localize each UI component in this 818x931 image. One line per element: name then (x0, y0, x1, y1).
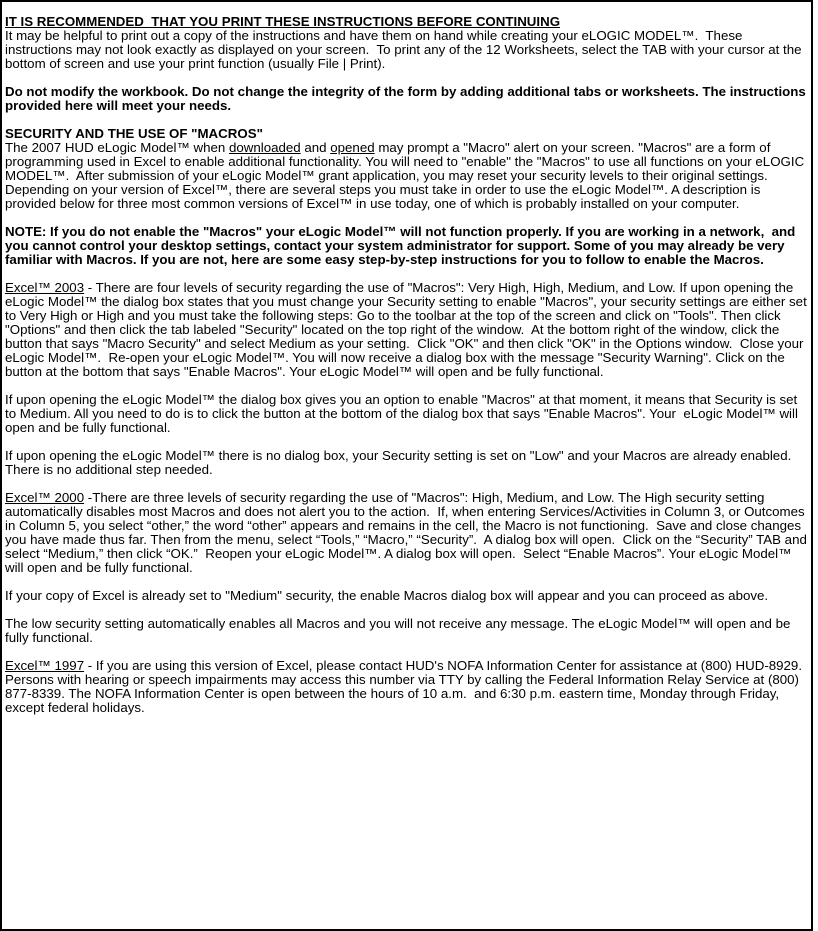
security-macros-heading: SECURITY AND THE USE OF "MACROS" (5, 126, 263, 141)
low-setting-paragraph: The low security setting automatically enables all Macros and you will not receive any message. The eLogic Model™ will open and be fully functional. (5, 616, 795, 645)
note-paragraph: NOTE: If you do not enable the "Macros" your eLogic Model™ will not function properly. If you are working in a network, and you cannot control your desktop settings, contact your system administrator for support. Some of you may already be very familiar with Macros. If you are not, here are some easy step-by-step instructions for you to follow to enable the Macros. (5, 224, 799, 267)
opened-underlined-word: opened (330, 140, 375, 155)
excel-2003-instructions (5, 280, 811, 379)
do-not-modify-warning: Do not modify the workbook. Do not change the integrity of the form by adding additional tabs or worksheets. The instructions provided here will meet your needs. (5, 84, 810, 113)
medium-security-option-paragraph: If upon opening the eLogic Model™ the dialog box gives you an option to enable "Macros" at that moment, it means that Security is set to Medium. All you need to do is to click the button at the bottom of the dialog box that says "Enable Macros". Your eLogic Model™ will open and be fully functional. (5, 392, 802, 435)
excel-1997-instructions (5, 659, 807, 715)
low-security-option-paragraph: If upon opening the eLogic Model™ there is no dialog box, your Security setting is set on "Low" and your Macros are already enabled. There is no additional step needed. (5, 448, 795, 477)
medium-already-set-paragraph: If your copy of Excel is already set to "Medium" security, the enable Macros dialog box will appear and you can proceed as above. (5, 588, 769, 603)
macros-description-paragraph (5, 141, 807, 211)
excel-1997-label: Excel™ 1997 (5, 658, 85, 673)
excel-2003-label: Excel™ 2003 (5, 280, 85, 295)
macros-description-rest: may prompt a "Macro" alert on your screen. "Macros" are a form of programming used in Excel to enable additional functionality. You will need to "enable" the "Macros" to use all functions on your eLOGIC MODEL™. After submission of your eLogic Model™ grant application, you may reset your security levels to their original settings. Depending on your version of Excel™, there are several steps you must take in order to use the eLogic Model™. A description is provided below for three most common versions of Excel™ in use today, one of which is probably installed on your computer. (5, 140, 808, 211)
excel-1997-body: - If you are using this version of Excel, please contact HUD's NOFA Information Center for assistance at (800) HUD-8929. Persons with hearing or speech impairments may access this number via TTY by calling the Federal Information Relay Service at (800) 877-8339. The NOFA Information Center is open between the hours of 10 a.m. and 6:30 p.m. eastern time, Monday through Friday, except federal holidays. (5, 658, 806, 715)
excel-2000-body: -There are three levels of security regarding the use of "Macros": High, Medium, and Low. The High security setting automatically disables most Macros and does not alert you to the action. If, when entering Services/Activities in Column 3, or Outcomes in Column 5, you select “other,” the word “other” appears and remains in the cell, the Macro is not functioning. Save and close changes you have made thus far. Then from the menu, select “Tools,” “Macro,” “Security”. A dialog box will open. Click on the “Security” TAB and select “Medium,” then click “OK.” Reopen your eLogic Model™. A dialog box will open. Select “Enable Macros”. Your eLogic Model™ will open and be fully functional. (5, 490, 811, 575)
intro-paragraph: It may be helpful to print out a copy of the instructions and have them on hand while creating your eLOGIC MODEL™. These instructions may not look exactly as displayed on your screen. To print any of the 12 Worksheets, select the TAB with your cursor at the bottom of screen and use your print function (usually File | Print). (5, 28, 806, 71)
excel-2000-label: Excel™ 2000 (5, 490, 85, 505)
macros-description-pre: The 2007 HUD eLogic Model™ when (5, 140, 229, 155)
macros-description-mid: and (300, 140, 331, 155)
excel-2003-body: - There are four levels of security regarding the use of "Macros": Very High, High, Medium, and Low. If upon opening the eLogic Model™ the dialog box states that you must change your Security setting to enable "Macros", your security settings are either set to Very High or High and you must take the following steps: Go to the toolbar at the top of the screen and click on "Tools". Then click "Options" and then click the tab labeled "Security" located on the top right of the window. At the bottom right of the window, click the button that says "Macro Security" and select Medium as your setting. Click "OK" and then click "OK" in the Options window. Close your eLogic Model™. Re-open your eLogic Model™. You will now receive a dialog box with the message "Security Warning". Click on the button at the bottom that says "Enable Macros". Your eLogic Model™ will open and be fully functional. (5, 280, 811, 379)
instructions-title: IT IS RECOMMENDED THAT YOU PRINT THESE INSTRUCTIONS BEFORE CONTINUING (5, 14, 561, 29)
excel-2000-instructions (5, 490, 811, 575)
downloaded-underlined-word: downloaded (228, 140, 301, 155)
